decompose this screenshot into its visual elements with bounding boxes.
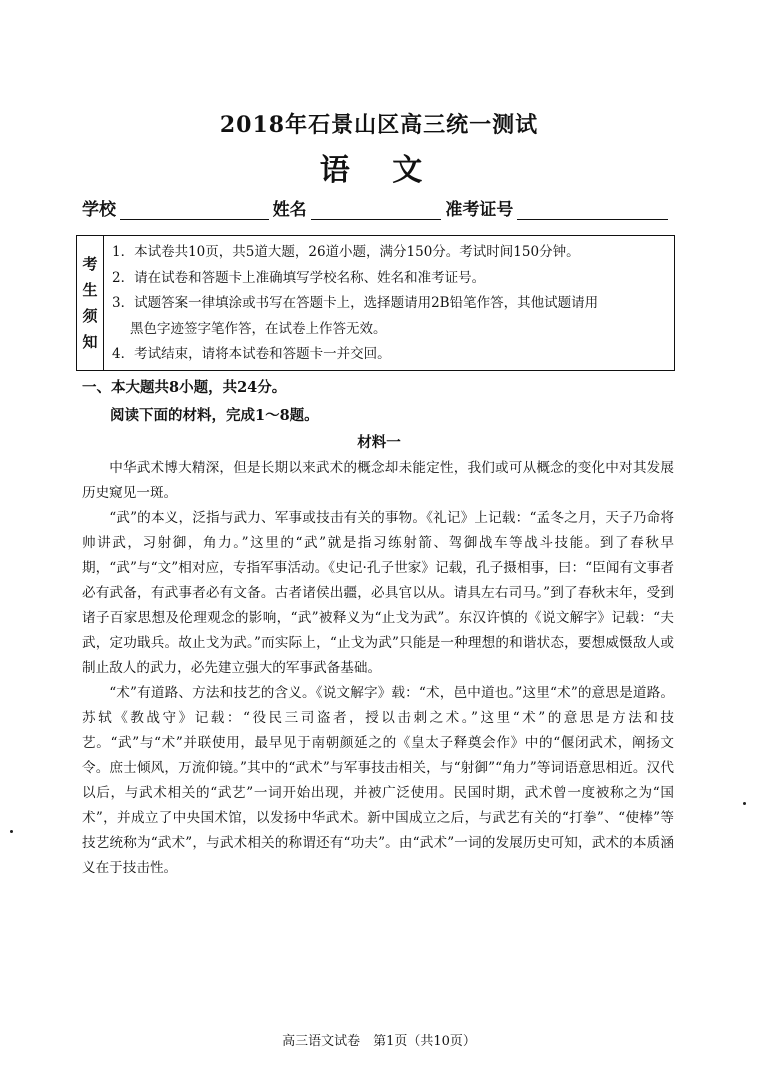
scan-speck [10,830,13,833]
notice-heading-char: 知 [82,333,98,351]
notice-item: 1．本试卷共10页，共5道大题，26道小题，满分150分。考试时间150分钟。 [112,244,580,260]
page-footer: 高三语文试卷 第1页（共10页） [282,1034,476,1049]
subject-title: 语 文 [319,153,439,188]
section-directive: 阅读下面的材料，完成1～8题。 [110,407,319,424]
notice-item-continued: 黑色字迹签字笔作答，在试卷上作答无效。 [130,320,387,337]
paragraph: 中华武术博大精深，但是长期以来武术的概念却未能定性，我们或可从概念的变化中对其发展历史窥见一斑。 [82,460,674,501]
school-blank[interactable] [120,201,269,220]
material-body [82,456,674,881]
notice-heading-char: 考 [82,255,98,273]
notice-item: 4．考试结束，请将本试卷和答题卡一并交回。 [112,346,391,362]
exam-notice-box [76,235,675,371]
notice-item: 2．请在试卷和答题卡上准确填写学校名称、姓名和准考证号。 [112,269,486,286]
name-blank[interactable] [311,201,442,220]
notice-heading-char: 须 [82,307,98,325]
paragraph: “术”有道路、方法和技艺的含义。《说文解字》载：“术，邑中道也。”这里“术”的意思是道路。苏轼《教战守》记载：“役民三司盗者，授以击刺之术。”这里“术”的意思是方法和技艺。“武”与“术”并联使用，最早见于南朝颜延之的《皇太子释奠会作》中的“偃闭武术，阐扬文令。庶士倾风，万流仰镜。”其中的“武术”与军事技击相关，与“射御”“角力”等词语意思相近。汉代以后，与武术相关的“武艺”一词开始出现，并被广泛使用。民国时期，武术曾一度被称之为“国术”，并成立了中央国术馆，以发扬中华武术。新中国成立之后，与武艺有关的“打拳”、“使棒”等技艺统称为“武术”，与武术相关的称谓还有“功夫”。由“武术”一词的发展历史可知，武术的本质涵义在于技击性。 [82,685,674,876]
name-label: 姓名 [272,200,307,220]
notice-item: 3．试题答案一律填涂或书写在答题卡上，选择题请用2B铅笔作答，其他试题请用 [112,295,599,311]
notice-heading [77,236,104,370]
notice-body [104,236,674,370]
student-info-row [82,194,672,220]
notice-heading-char: 生 [82,281,98,299]
school-label: 学校 [82,200,116,220]
section-heading: 一、本大题共8小题，共24分。 [82,379,287,396]
material-title: 材料一 [357,434,401,451]
exam-id-blank[interactable] [517,201,668,220]
paragraph: “武”的本义，泛指与武力、军事或技击有关的事物。《礼记》上记载：“孟冬之月，天子乃命将帅讲武，习射御，角力。”这里的“武”就是指习练射箭、驾御战车等战斗技能。到了春秋早期，“武”与“文”相对应，专指军事活动。《史记·孔子世家》记载，孔子摄相事，曰：“臣闻有文事者必有武备，有武事者必有文备。古者诸侯出疆，必具官以从。请具左右司马。”到了春秋末年，受到诸子百家思想及伦理观念的影响，“武”被释义为“止戈为武”。东汉许慎的《说文解字》记载：“夫武，定功戢兵。故止戈为武。”而实际上，“止戈为武”只能是一种理想的和谐状态，要想威慑敌人或制止敌人的武力，必先建立强大的军事武备基础。 [82,510,674,676]
exam-title: 2018年石景山区高三统一测试 [219,112,539,138]
exam-id-label: 准考证号 [445,200,514,220]
scan-speck [743,802,746,805]
